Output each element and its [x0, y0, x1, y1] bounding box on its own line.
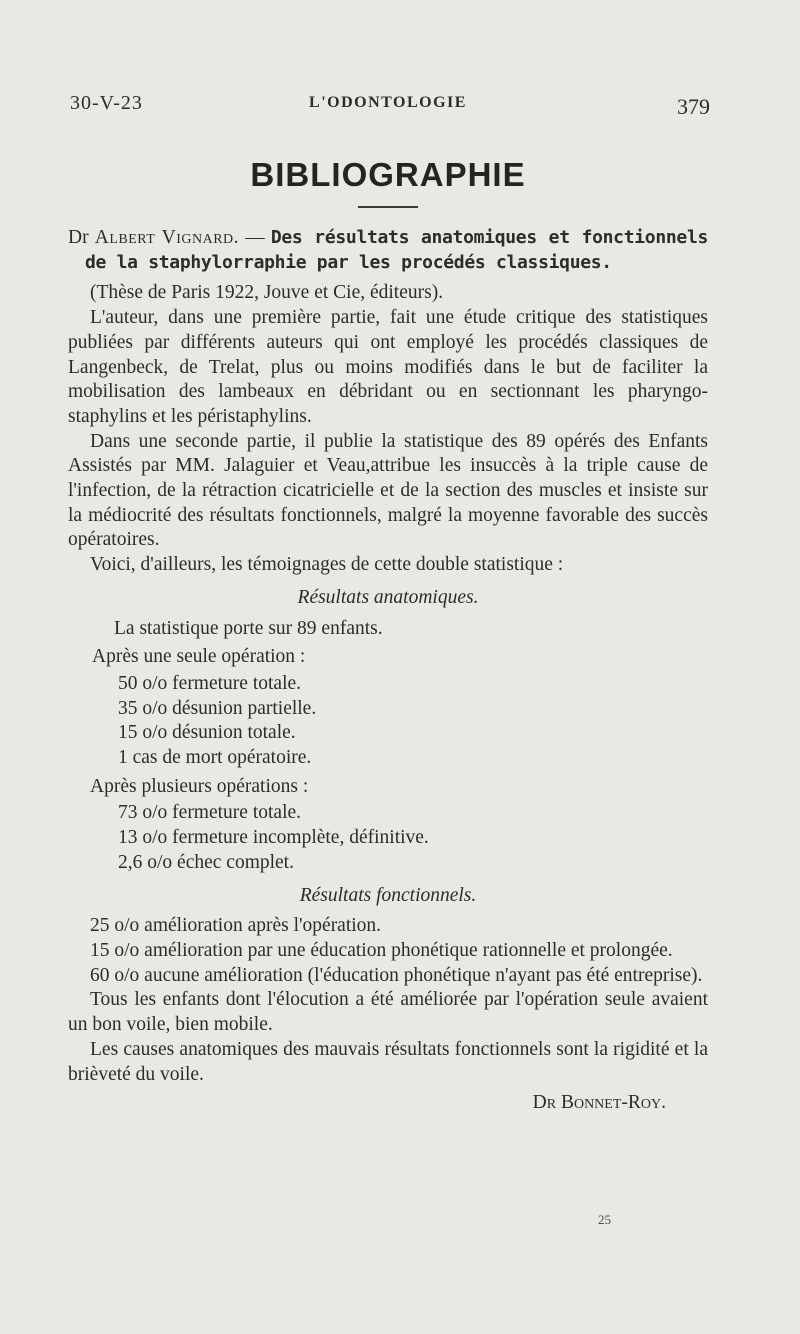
page-number: 379 [677, 94, 710, 119]
functional-item-3: 60 o/o aucune amélioration (l'éducation phonétique n'ayant pas été entreprise). [90, 964, 703, 986]
list-item: 50 o/o fermeture totale. [118, 672, 302, 694]
signature: Dr Bonnet-Roy. [532, 1092, 666, 1114]
work-title: Des résultats anatomiques et fonctionnels de la staphylorraphie par les procédés classiques. [85, 227, 709, 273]
multiple-operations-label: Après plusieurs opérations : [90, 775, 309, 797]
paragraph-4: Tous les enfants dont l'élocution a été améliorée par l'opération seule avaient un bon voile, bien mobile. [68, 989, 708, 1036]
list-item: 2,6 o/o échec complet. [118, 851, 294, 873]
running-header [68, 92, 708, 122]
entry-heading [68, 226, 708, 275]
author-prefix: Dr [68, 227, 89, 248]
functional-item-1: 25 o/o amélioration après l'opération. [90, 915, 382, 937]
anatomical-results-heading: Résultats anatomiques. [297, 586, 479, 608]
list-item: 73 o/o fermeture totale. [118, 802, 302, 824]
list-item: 15 o/o désunion totale. [118, 722, 296, 744]
paragraph-3: Voici, d'ailleurs, les témoignages de cette double statistique : [90, 554, 564, 576]
multiple-operations-list [68, 801, 708, 875]
bibliography-entry [68, 226, 708, 1116]
paragraph-1: L'auteur, dans une première partie, fait une étude critique des statistiques publiées par différents auteurs qui ont employé les procédés classiques de Langenbeck, de Trelat, plus ou moins modifiés dans le but de faciliter la mobilisation des lambeaux en débridant ou en sectionnant les pharyngo-staphylins et les péristaphylins. [68, 307, 708, 427]
issue-date: 30-V-23 [70, 92, 143, 114]
paragraph-2: Dans une seconde partie, il publie la statistique des 89 opérés des Enfants Assistés par MM. Jalaguier et Veau,attribue les insuccès à la triple cause de l'infection, de la rétraction cicatricielle et de la section des muscles et insiste sur la médiocrité des résultats fonctionnels, malgré la moyenne favorable des succès opératoires. [68, 430, 708, 551]
list-item: 1 cas de mort opératoire. [118, 747, 312, 769]
paragraph-5: Les causes anatomiques des mauvais résultats fonctionnels sont la rigidité et la brièveté du voile. [68, 1038, 708, 1085]
single-operation-label: Après une seule opération : [92, 646, 306, 668]
publication-info: (Thèse de Paris 1922, Jouve et Cie, éditeurs). [90, 282, 444, 304]
functional-item-2: 15 o/o amélioration par une éducation phonétique rationnelle et prolongée. [90, 939, 673, 961]
heading-dash: — [239, 227, 271, 248]
list-item: 35 o/o désunion partielle. [118, 697, 317, 719]
section-title: BIBLIOGRAPHIE [250, 156, 526, 193]
author-name: Albert Vignard. [94, 227, 240, 248]
journal-name: L'ODONTOLOGIE [309, 94, 467, 111]
journal-page [68, 0, 708, 1334]
functional-results-heading: Résultats fonctionnels. [299, 884, 477, 906]
single-operation-list [68, 672, 708, 771]
title-divider [358, 206, 418, 208]
list-item: 13 o/o fermeture incomplète, définitive. [118, 827, 429, 849]
signature-mark: 25 [598, 1212, 611, 1227]
anatomical-intro: La statistique porte sur 89 enfants. [114, 617, 383, 639]
